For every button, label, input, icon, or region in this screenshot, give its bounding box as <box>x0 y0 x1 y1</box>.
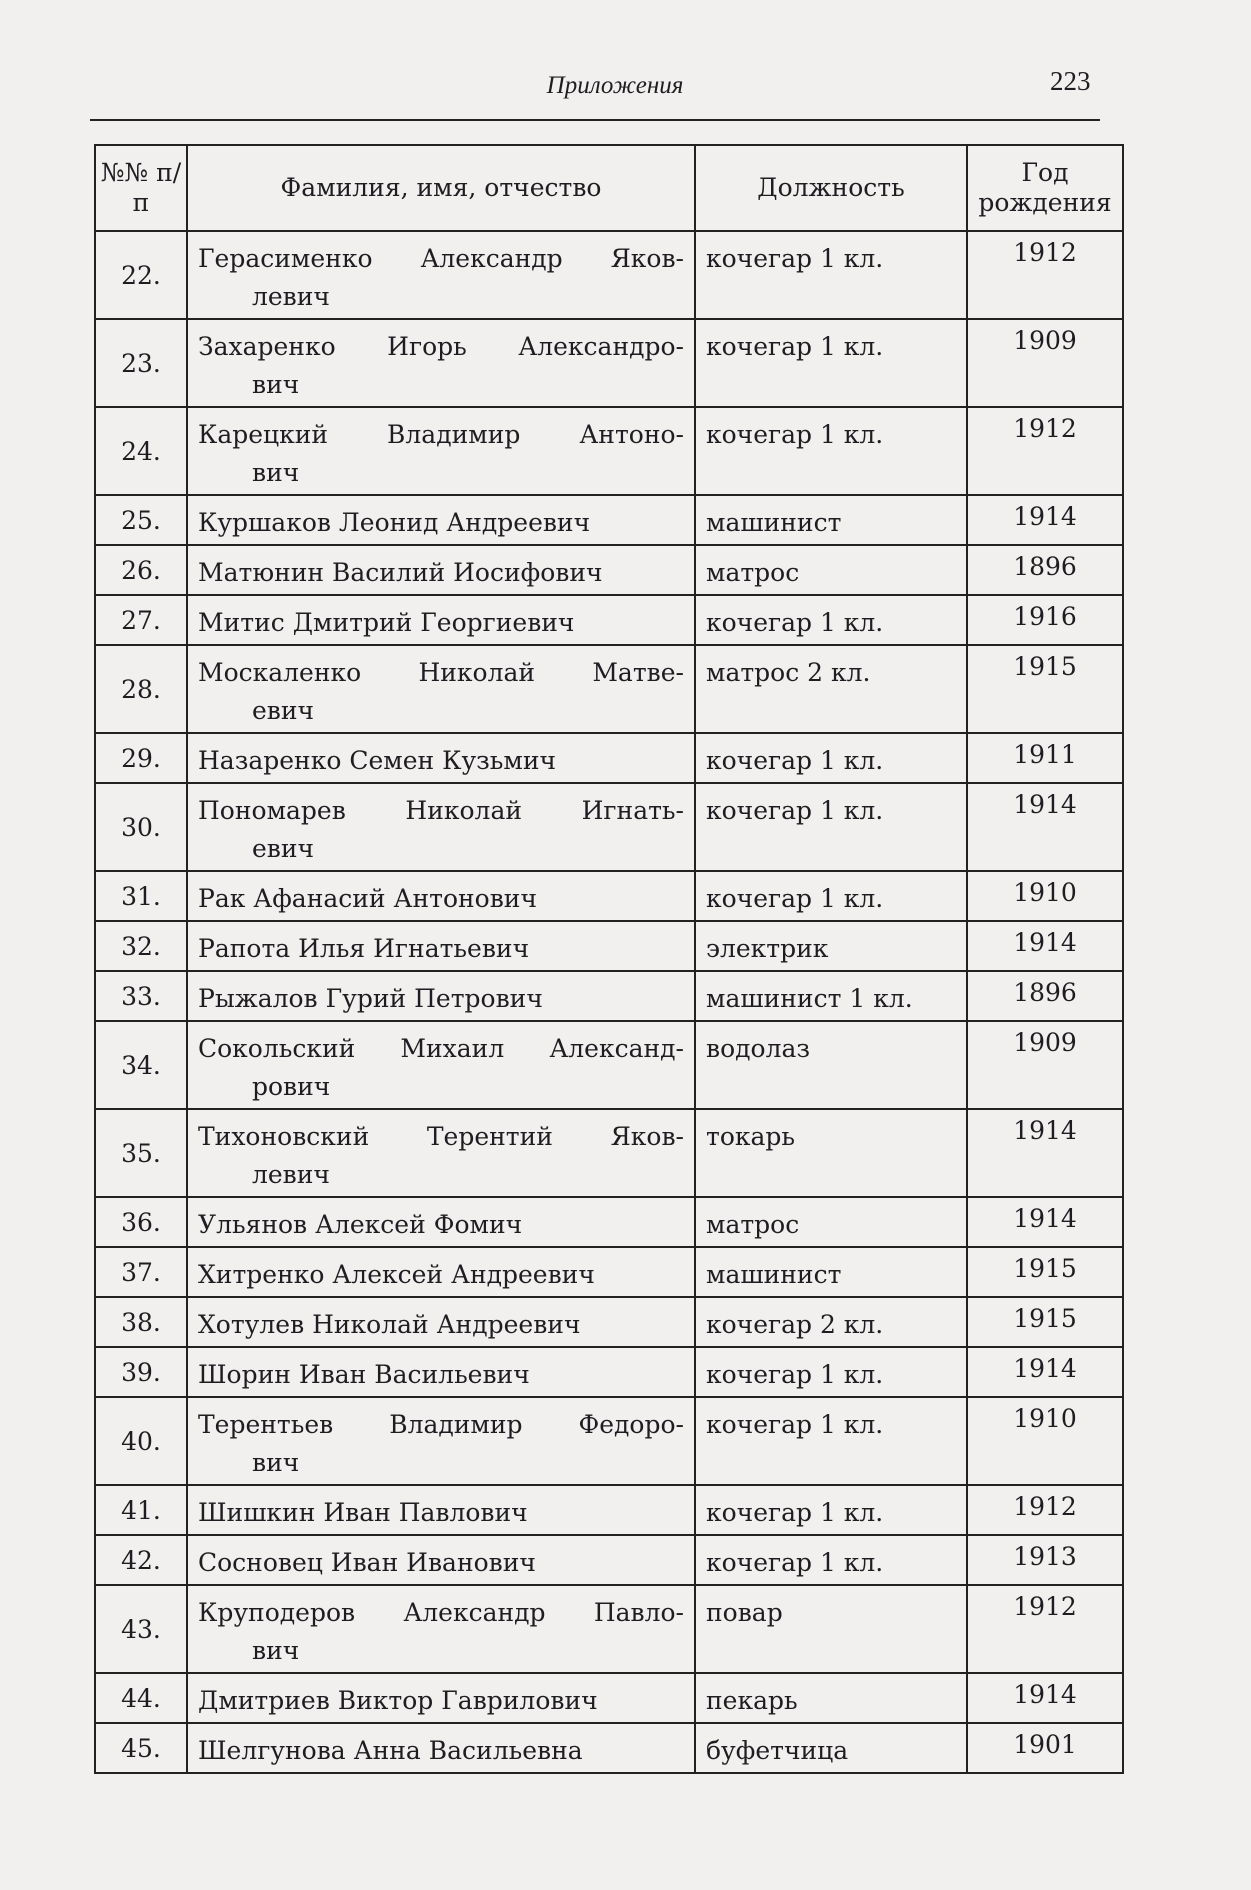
row-name <box>187 1723 695 1773</box>
row-year: 1911 <box>967 733 1123 783</box>
table-row <box>95 231 1123 319</box>
row-position: пекарь <box>695 1673 967 1723</box>
row-name <box>187 783 695 871</box>
row-number: 42. <box>95 1535 187 1585</box>
row-year: 1909 <box>967 1021 1123 1109</box>
row-name <box>187 231 695 319</box>
table-header-row <box>95 145 1123 231</box>
row-year: 1914 <box>967 495 1123 545</box>
row-position: кочегар 1 кл. <box>695 231 967 319</box>
row-number: 33. <box>95 971 187 1021</box>
name-line: Круподеров Александр Павло- <box>198 1598 684 1627</box>
row-year: 1914 <box>967 1197 1123 1247</box>
row-position: матрос 2 кл. <box>695 645 967 733</box>
table-row <box>95 1247 1123 1297</box>
name-line: Захаренко Игорь Александро- <box>198 332 684 361</box>
name-line: Пономарев Николай Игнать- <box>198 796 684 825</box>
name-line: рович <box>252 1072 331 1101</box>
row-position: машинист <box>695 495 967 545</box>
table-row <box>95 971 1123 1021</box>
name-line: евич <box>252 696 315 725</box>
row-name <box>187 1297 695 1347</box>
row-position: электрик <box>695 921 967 971</box>
row-name <box>187 407 695 495</box>
name-line: Хотулев Николай Андреевич <box>198 1310 581 1339</box>
row-position: кочегар 1 кл. <box>695 319 967 407</box>
row-position: кочегар 1 кл. <box>695 783 967 871</box>
row-year: 1896 <box>967 971 1123 1021</box>
table-row <box>95 1535 1123 1585</box>
row-name <box>187 1109 695 1197</box>
row-year: 1915 <box>967 1247 1123 1297</box>
row-number: 39. <box>95 1347 187 1397</box>
row-year: 1901 <box>967 1723 1123 1773</box>
name-line: Карецкий Владимир Антоно- <box>198 420 684 449</box>
row-number: 30. <box>95 783 187 871</box>
table-row <box>95 1673 1123 1723</box>
row-name <box>187 595 695 645</box>
row-year: 1912 <box>967 1585 1123 1673</box>
table-row <box>95 1347 1123 1397</box>
name-line: Матюнин Василий Иосифович <box>198 558 603 587</box>
row-name <box>187 971 695 1021</box>
row-name <box>187 1247 695 1297</box>
row-year: 1915 <box>967 1297 1123 1347</box>
row-name <box>187 545 695 595</box>
col-position: Должность <box>695 145 967 231</box>
name-line: Шишкин Иван Павлович <box>198 1498 528 1527</box>
row-number: 26. <box>95 545 187 595</box>
table-row <box>95 595 1123 645</box>
row-number: 35. <box>95 1109 187 1197</box>
table-row <box>95 645 1123 733</box>
row-position: кочегар 1 кл. <box>695 871 967 921</box>
table-row <box>95 1723 1123 1773</box>
row-year: 1910 <box>967 871 1123 921</box>
header-rule <box>90 119 1100 121</box>
row-name <box>187 921 695 971</box>
name-line: Митис Дмитрий Георгиевич <box>198 608 575 637</box>
row-name <box>187 733 695 783</box>
row-position: кочегар 1 кл. <box>695 1535 967 1585</box>
name-line: Рак Афанасий Антонович <box>198 884 538 913</box>
name-line: Куршаков Леонид Андреевич <box>198 508 591 537</box>
table-row <box>95 1297 1123 1347</box>
row-position: кочегар 1 кл. <box>695 407 967 495</box>
table-row <box>95 1109 1123 1197</box>
row-number: 24. <box>95 407 187 495</box>
row-number: 34. <box>95 1021 187 1109</box>
row-position: водолаз <box>695 1021 967 1109</box>
row-position: токарь <box>695 1109 967 1197</box>
row-name <box>187 645 695 733</box>
table-row <box>95 921 1123 971</box>
row-number: 40. <box>95 1397 187 1485</box>
table-row <box>95 407 1123 495</box>
row-position: матрос <box>695 1197 967 1247</box>
row-position: буфетчица <box>695 1723 967 1773</box>
name-line: Москаленко Николай Матве- <box>198 658 684 687</box>
col-name: Фамилия, имя, отчество <box>187 145 695 231</box>
name-line: Сосновец Иван Иванович <box>198 1548 536 1577</box>
row-number: 38. <box>95 1297 187 1347</box>
name-line: вич <box>252 370 300 399</box>
name-line: евич <box>252 834 315 863</box>
row-position: кочегар 1 кл. <box>695 733 967 783</box>
name-line: Сокольский Михаил Александ- <box>198 1034 684 1063</box>
col-number: №№ п/п <box>95 145 187 231</box>
row-number: 43. <box>95 1585 187 1673</box>
row-year: 1916 <box>967 595 1123 645</box>
name-line: левич <box>252 1160 330 1189</box>
row-name <box>187 1535 695 1585</box>
row-year: 1912 <box>967 231 1123 319</box>
table-row <box>95 1197 1123 1247</box>
row-number: 32. <box>95 921 187 971</box>
row-number: 28. <box>95 645 187 733</box>
row-name <box>187 1397 695 1485</box>
name-line: Назаренко Семен Кузьмич <box>198 746 557 775</box>
row-year: 1914 <box>967 1347 1123 1397</box>
row-name <box>187 1585 695 1673</box>
row-position: машинист <box>695 1247 967 1297</box>
row-number: 45. <box>95 1723 187 1773</box>
row-position: кочегар 1 кл. <box>695 1347 967 1397</box>
name-line: Тихоновский Терентий Яков- <box>198 1122 684 1151</box>
row-position: кочегар 1 кл. <box>695 1485 967 1535</box>
table-row <box>95 783 1123 871</box>
name-line: вич <box>252 458 300 487</box>
name-line: Ульянов Алексей Фомич <box>198 1210 523 1239</box>
row-year: 1912 <box>967 1485 1123 1535</box>
row-position: машинист 1 кл. <box>695 971 967 1021</box>
row-year: 1913 <box>967 1535 1123 1585</box>
row-number: 31. <box>95 871 187 921</box>
name-line: левич <box>252 282 330 311</box>
row-year: 1910 <box>967 1397 1123 1485</box>
row-name <box>187 1673 695 1723</box>
name-line: Рапота Илья Игнатьевич <box>198 934 530 963</box>
table-row <box>95 1485 1123 1535</box>
name-line: Хитренко Алексей Андреевич <box>198 1260 595 1289</box>
name-line: Терентьев Владимир Федоро- <box>198 1410 684 1439</box>
row-name <box>187 319 695 407</box>
row-name <box>187 1197 695 1247</box>
row-number: 23. <box>95 319 187 407</box>
row-number: 36. <box>95 1197 187 1247</box>
table-row <box>95 545 1123 595</box>
row-name <box>187 1485 695 1535</box>
row-number: 22. <box>95 231 187 319</box>
row-number: 37. <box>95 1247 187 1297</box>
table-row <box>95 495 1123 545</box>
row-year: 1914 <box>967 783 1123 871</box>
row-number: 41. <box>95 1485 187 1535</box>
table-row <box>95 1021 1123 1109</box>
row-name <box>187 495 695 545</box>
name-line: вич <box>252 1448 300 1477</box>
table-row <box>95 319 1123 407</box>
row-position: кочегар 2 кл. <box>695 1297 967 1347</box>
row-number: 27. <box>95 595 187 645</box>
row-year: 1914 <box>967 1109 1123 1197</box>
name-line: Рыжалов Гурий Петрович <box>198 984 543 1013</box>
row-year: 1914 <box>967 921 1123 971</box>
row-year: 1912 <box>967 407 1123 495</box>
table-row <box>95 871 1123 921</box>
page-number: 223 <box>1050 66 1091 96</box>
row-position: кочегар 1 кл. <box>695 595 967 645</box>
row-number: 25. <box>95 495 187 545</box>
row-name <box>187 1021 695 1109</box>
col-year: Год рождения <box>967 145 1123 231</box>
row-year: 1896 <box>967 545 1123 595</box>
row-position: кочегар 1 кл. <box>695 1397 967 1485</box>
name-line: Шелгунова Анна Васильевна <box>198 1736 583 1765</box>
table-row <box>95 1397 1123 1485</box>
row-year: 1914 <box>967 1673 1123 1723</box>
row-number: 29. <box>95 733 187 783</box>
row-year: 1915 <box>967 645 1123 733</box>
row-name <box>187 871 695 921</box>
name-line: Герасименко Александр Яков- <box>198 244 684 273</box>
row-number: 44. <box>95 1673 187 1723</box>
row-position: повар <box>695 1585 967 1673</box>
row-position: матрос <box>695 545 967 595</box>
row-name <box>187 1347 695 1397</box>
name-line: Шорин Иван Васильевич <box>198 1360 530 1389</box>
table-row <box>95 733 1123 783</box>
table-row <box>95 1585 1123 1673</box>
crew-table <box>94 144 1124 1774</box>
row-year: 1909 <box>967 319 1123 407</box>
name-line: Дмитриев Виктор Гаврилович <box>198 1686 598 1715</box>
name-line: вич <box>252 1636 300 1665</box>
running-head: Приложения <box>546 72 684 99</box>
